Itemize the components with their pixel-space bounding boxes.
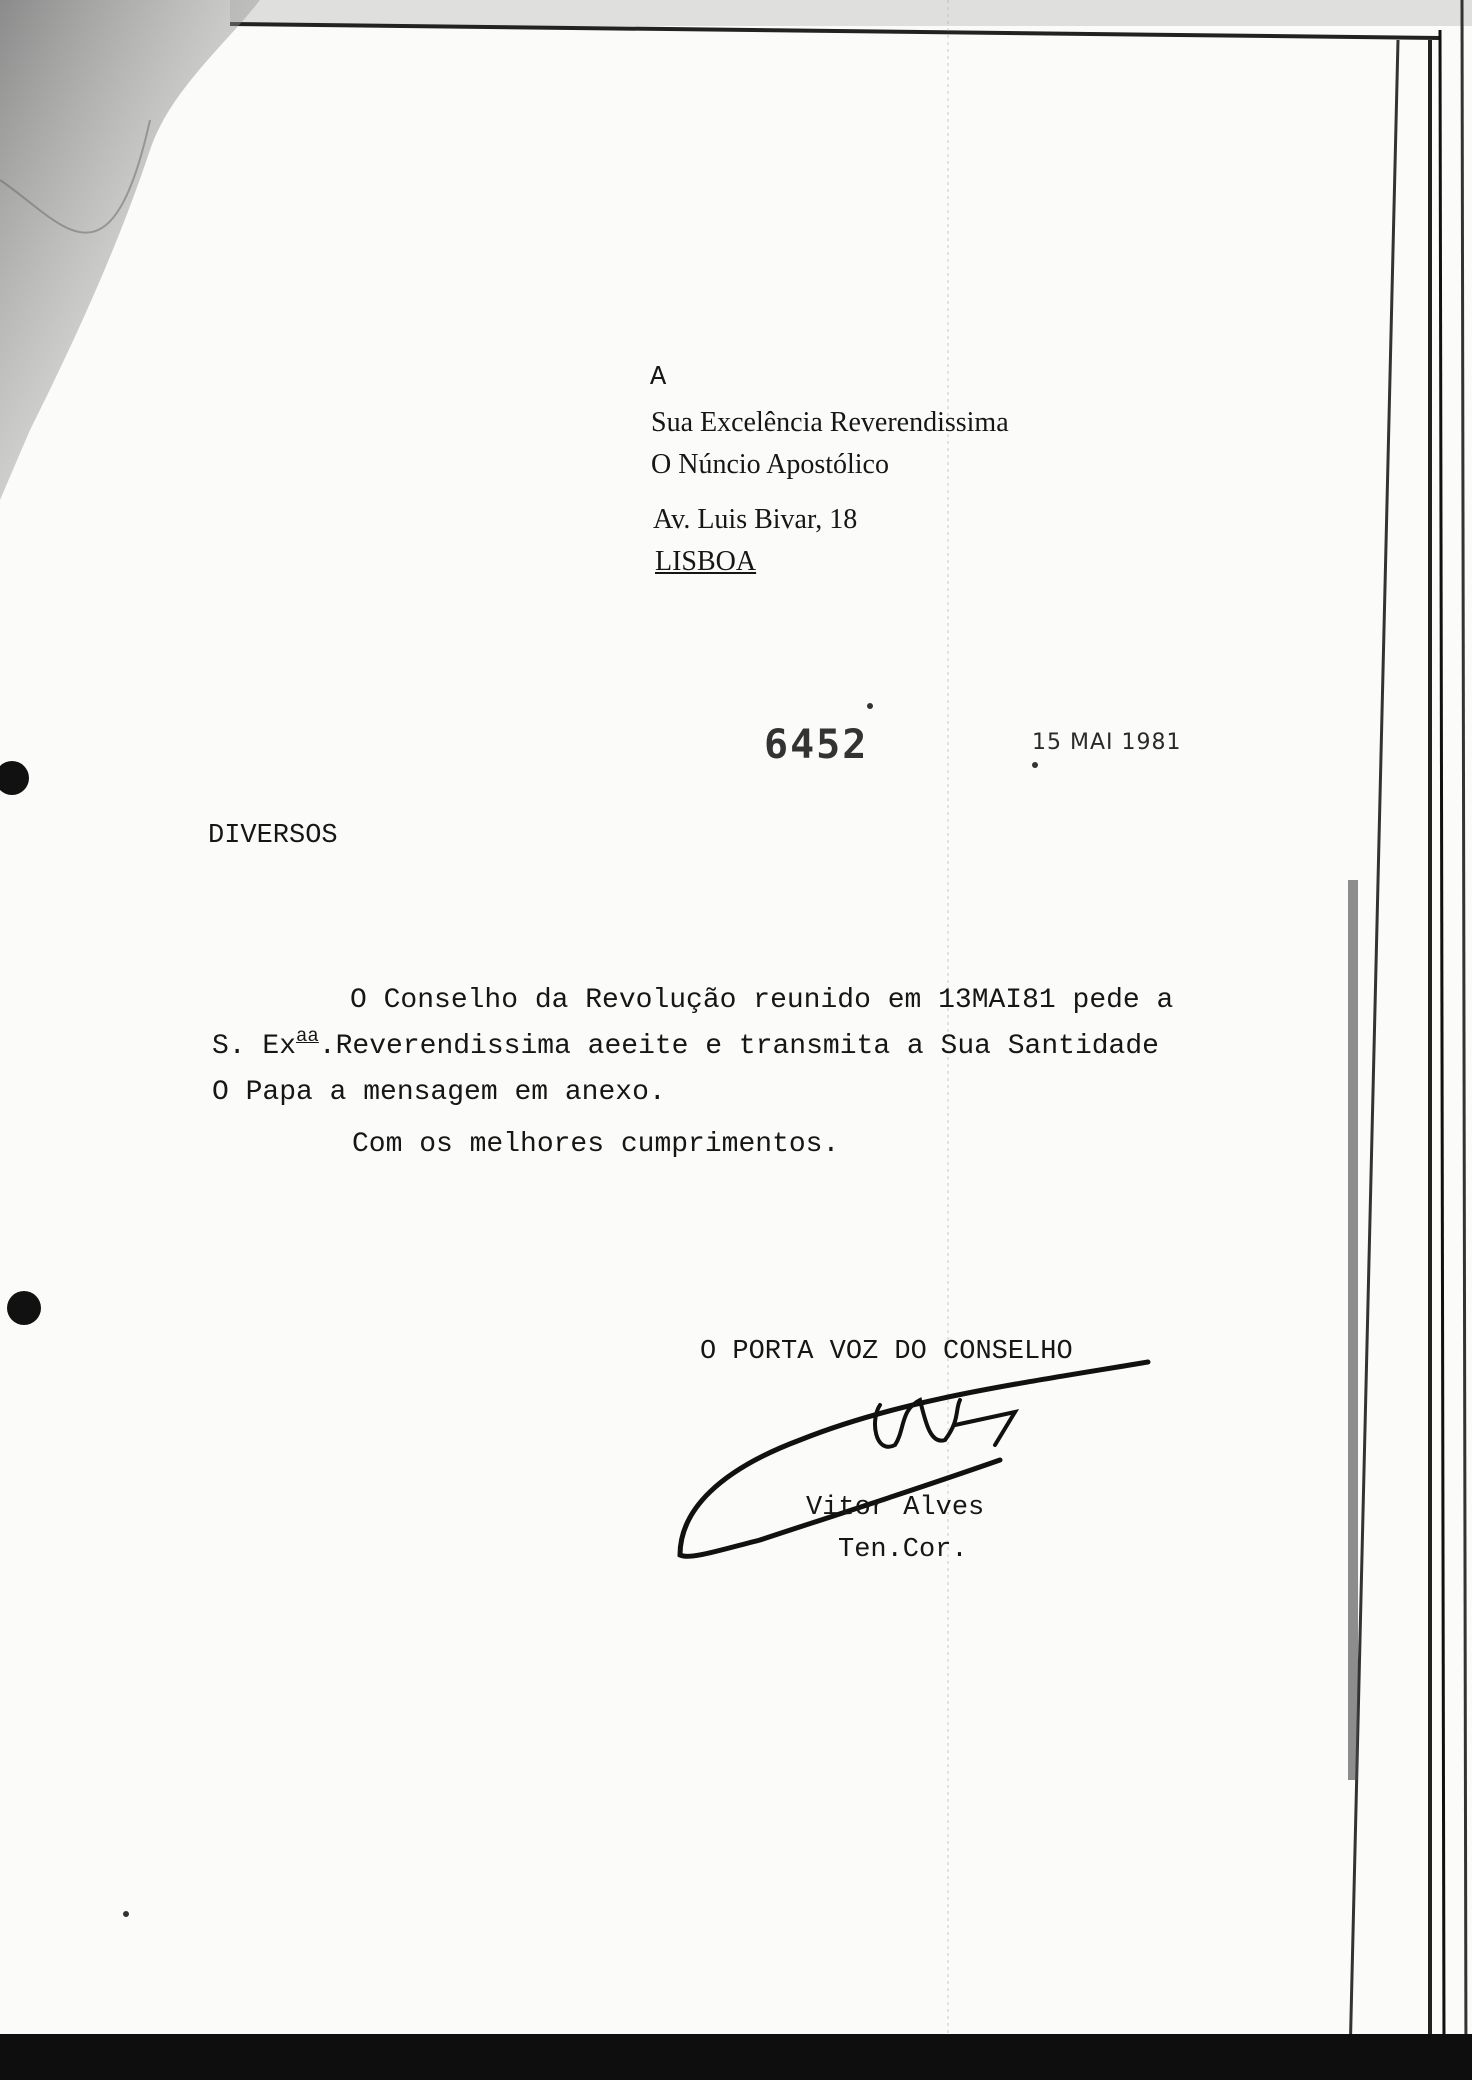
superscript-aa: aa [296, 1025, 319, 1047]
punch-hole [7, 1291, 41, 1325]
body-line-2-start: S. Ex [212, 1031, 297, 1062]
right-binding-strip [1348, 880, 1358, 1780]
recipient-city: LISBOA [655, 546, 757, 577]
bottom-edge-shadow [0, 2034, 1472, 2080]
body-line-3: O Papa a mensagem em anexo. [212, 1077, 666, 1108]
recipient-prefix: A [650, 363, 667, 393]
signatory-title: O PORTA VOZ DO CONSELHO [700, 1337, 1073, 1367]
recipient-title: Sua Excelência Reverendissima [651, 407, 1009, 438]
signatory-rank: Ten.Cor. [838, 1535, 968, 1565]
signature-scribble [875, 1400, 1015, 1447]
closing-line: Com os melhores cumprimentos. [352, 1129, 840, 1160]
body-line-2 [212, 1025, 1159, 1063]
reference-number-stamp: 6452 [764, 722, 869, 768]
recipient-address: Av. Luis Bivar, 18 [653, 504, 858, 535]
recipient-role: O Núncio Apostólico [651, 449, 889, 480]
body-line-2-rest: .Reverendissima aeeite e transmita a Sua Santidade [318, 1031, 1159, 1062]
top-edge-shadow [230, 0, 1472, 26]
body-line-1: O Conselho da Revolução reunido em 13MAI81 pede a [350, 985, 1174, 1016]
signatory-name: Vitor Alves [806, 1493, 985, 1523]
corner-fold-shadow [0, 0, 260, 500]
punch-hole [0, 761, 29, 795]
signature-stroke [680, 1362, 1148, 1556]
subject-heading: DIVERSOS [208, 821, 338, 851]
date-stamp: 15 MAI 1981 [1032, 730, 1182, 755]
